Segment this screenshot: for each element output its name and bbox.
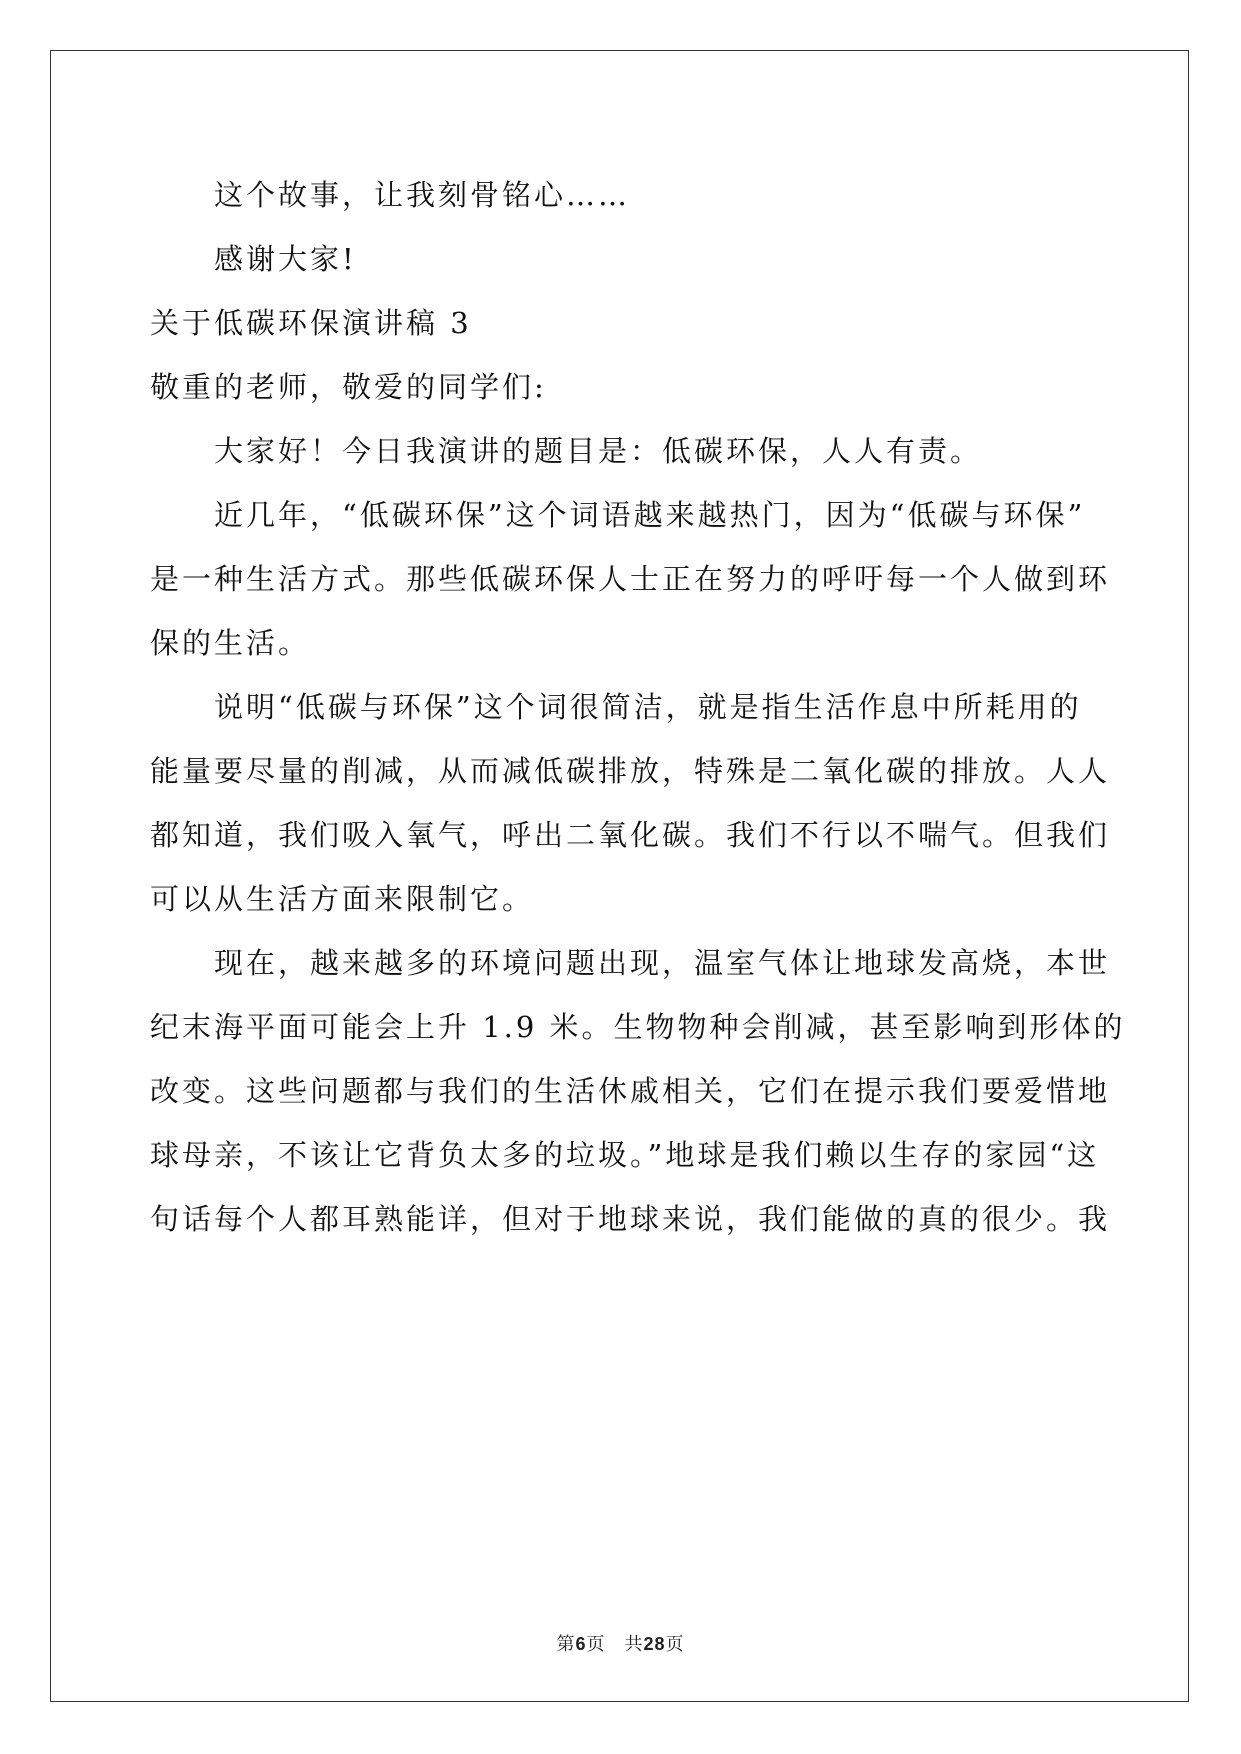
- paragraph-line: 现在，越来越多的环境问题出现，温室气体让地球发高烧，本世: [214, 946, 1111, 980]
- paragraph-line: 改变。这些问题都与我们的生活休戚相关，它们在提示我们要爱惜地: [150, 1074, 1111, 1108]
- paragraph-line: 这个故事，让我刻骨铭心……: [214, 178, 631, 212]
- paragraph-line: 球母亲，不该让它背负太多的垃圾。”地球是我们赖以生存的家园“这: [150, 1138, 1100, 1172]
- paragraph-line: 保的生活。: [150, 626, 311, 660]
- total-page-number: 28: [643, 1634, 666, 1654]
- footer-mid: 页 共: [586, 1634, 644, 1655]
- paragraph-line: 都知道，我们吸入氧气，呼出二氧化碳。我们不行以不喘气。但我们: [150, 818, 1111, 852]
- footer-suffix: 页: [665, 1634, 685, 1655]
- paragraph-line: 纪末海平面可能会上升 1.9 米。生物物种会削减，甚至影响到形体的: [150, 1010, 1126, 1044]
- current-page-number: 6: [575, 1634, 587, 1654]
- paragraph-line: 是一种生活方式。那些低碳环保人士正在努力的呼吁每一个人做到环: [150, 562, 1111, 596]
- paragraph-line: 说明“低碳与环保”这个词很简洁，就是指生活作息中所耗用的: [214, 690, 1082, 724]
- page-number-footer: [0, 1630, 1241, 1656]
- paragraph-line: 大家好！今日我演讲的题目是：低碳环保，人人有责。: [214, 434, 983, 468]
- paragraph-line: 可以从生活方面来限制它。: [150, 882, 535, 916]
- salutation: 敬重的老师，敬爱的同学们:: [150, 370, 547, 404]
- footer-prefix: 第: [556, 1634, 576, 1655]
- document-body: [150, 163, 1126, 1251]
- section-heading: 关于低碳环保演讲稿 3: [150, 306, 472, 340]
- paragraph-line: 能量要尽量的削减，从而减低碳排放，特殊是二氧化碳的排放。人人: [150, 754, 1111, 788]
- paragraph-line: 句话每个人都耳熟能详，但对于地球来说，我们能做的真的很少。我: [150, 1202, 1111, 1236]
- paragraph-line: 感谢大家!: [214, 242, 357, 276]
- paragraph-line: 近几年，“低碳环保”这个词语越来越热门，因为“低碳与环保”: [214, 498, 1086, 532]
